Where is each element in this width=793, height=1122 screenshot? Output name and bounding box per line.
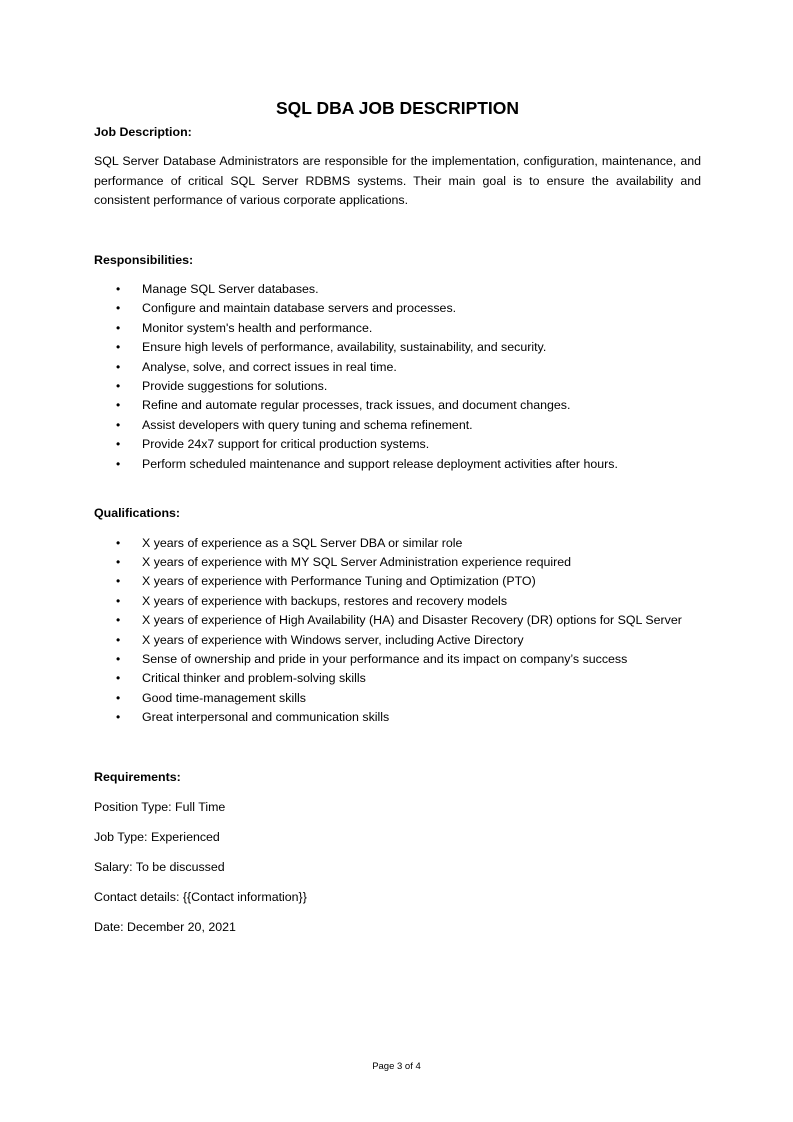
bullet-icon: •: [116, 651, 121, 666]
document-body: [94, 96, 701, 937]
list-item: • X years of experience with MY SQL Server Administration experience required: [94, 553, 701, 572]
bullet-icon: •: [116, 671, 121, 686]
bullet-icon: •: [116, 282, 121, 297]
list-item: • Ensure high levels of performance, availability, sustainability, and security.: [94, 338, 701, 357]
qualifications-list: [94, 534, 701, 728]
bullet-icon: •: [116, 340, 121, 355]
list-item: • X years of experience of High Availability (HA) and Disaster Recovery (DR) options for SQL Server: [94, 611, 701, 630]
list-item: • Configure and maintain database servers and processes.: [94, 299, 701, 318]
bullet-icon: •: [116, 379, 121, 394]
job-type: Job Type: Experienced: [94, 829, 220, 844]
list-item: • X years of experience with Performance Tuning and Optimization (PTO): [94, 572, 701, 591]
bullet-icon: •: [116, 632, 121, 647]
responsibilities-heading: Responsibilities:: [94, 252, 194, 267]
document-title: SQL DBA JOB DESCRIPTION: [275, 98, 520, 118]
requirements-heading: Requirements:: [94, 769, 181, 784]
bullet-icon: •: [116, 456, 121, 471]
list-item: • X years of experience with Windows server, including Active Directory: [94, 631, 701, 650]
list-item: • Perform scheduled maintenance and support release deployment activities after hours.: [94, 455, 701, 474]
list-item: • Refine and automate regular processes, track issues, and document changes.: [94, 396, 701, 415]
list-item: • Monitor system's health and performance.: [94, 319, 701, 338]
bullet-icon: •: [116, 554, 121, 569]
bullet-icon: •: [116, 417, 121, 432]
contact-details: Contact details: {{Contact information}}: [94, 889, 307, 904]
list-item: • Provide suggestions for solutions.: [94, 377, 701, 396]
bullet-icon: •: [116, 593, 121, 608]
bullet-icon: •: [116, 613, 121, 628]
list-item: • Good time-management skills: [94, 689, 701, 708]
bullet-icon: •: [116, 398, 121, 413]
page-number: Page 3 of 4: [372, 1061, 421, 1072]
list-item: • Sense of ownership and pride in your performance and its impact on company’s success: [94, 650, 701, 669]
position-type: Position Type: Full Time: [94, 799, 226, 814]
bullet-icon: •: [116, 690, 121, 705]
bullet-icon: •: [116, 359, 121, 374]
list-item: • X years of experience with backups, restores and recovery models: [94, 592, 701, 611]
list-item: • Great interpersonal and communication skills: [94, 708, 701, 727]
bullet-icon: •: [116, 301, 121, 316]
list-item: • Assist developers with query tuning and schema refinement.: [94, 416, 701, 435]
list-item: • Analyse, solve, and correct issues in real time.: [94, 358, 701, 377]
bullet-icon: •: [116, 437, 121, 452]
bullet-icon: •: [116, 535, 121, 550]
date: Date: December 20, 2021: [94, 919, 236, 934]
list-item: • X years of experience as a SQL Server DBA or similar role: [94, 534, 701, 553]
bullet-icon: •: [116, 710, 121, 725]
list-item: • Critical thinker and problem-solving skills: [94, 669, 701, 688]
bullet-icon: •: [116, 574, 121, 589]
job-description-text: SQL Server Database Administrators are responsible for the implementation, configuration, maintenance, and performance of critical SQL Server RDBMS systems. Their main goal is to ensure the availability and consistent performance of various corporate applications.: [94, 154, 701, 208]
qualifications-heading: Qualifications:: [94, 506, 181, 521]
salary: Salary: To be discussed: [94, 859, 225, 874]
list-item: • Provide 24x7 support for critical production systems.: [94, 435, 701, 454]
list-item: • Manage SQL Server databases.: [94, 280, 701, 299]
responsibilities-list: [94, 280, 701, 474]
bullet-icon: •: [116, 320, 121, 335]
job-description-heading: Job Description:: [94, 125, 192, 139]
